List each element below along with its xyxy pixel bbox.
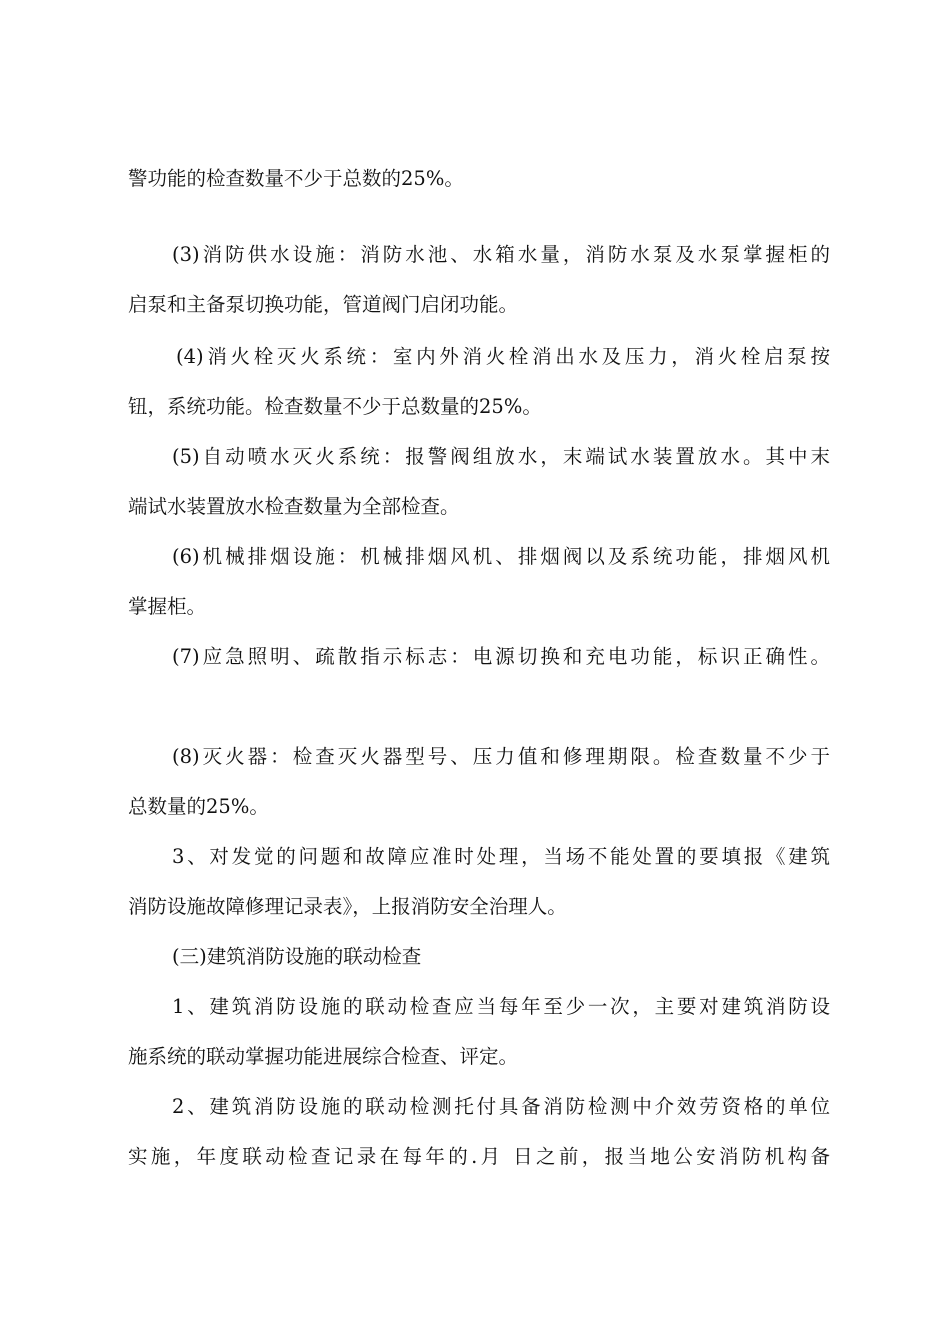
paragraph-6-line-2: 掌握柜。 [128,595,207,618]
item-3-line-1: 3、对发觉的问题和故障应准时处理，当场不能处置的要填报《建筑 [172,845,830,868]
item-3-line-2: 消防设施故障修理记录表》，上报消防安全治理人。 [128,895,567,918]
item-2-line-2: 实施，年度联动检查记录在每年的.月 日之前，报当地公安消防机构备 [128,1145,830,1168]
text-line-1: 警功能的检查数量不少于总数的25%。 [128,167,464,190]
paragraph-4-line-1: (4)消火栓灭火系统：室内外消火栓消出水及压力，消火栓启泵按 [176,345,830,368]
paragraph-6-line-1: (6)机械排烟设施：机械排烟风机、排烟阀以及系统功能，排烟风机 [172,545,830,568]
paragraph-4-line-2: 钮，系统功能。检查数量不少于总数量的25%。 [128,395,542,418]
paragraph-8-line-2: 总数量的25%。 [128,795,269,818]
item-1-line-2: 施系统的联动掌握功能进展综合检查、评定。 [128,1045,519,1068]
section-heading: (三)建筑消防设施的联动检查 [172,945,422,968]
item-1-line-1: 1、建筑消防设施的联动检查应当每年至少一次，主要对建筑消防设 [172,995,830,1018]
paragraph-3-line-1: (3)消防供水设施：消防水池、水箱水量，消防水泵及水泵掌握柜的 [172,243,830,266]
paragraph-8-line-1: (8)灭火器：检查灭火器型号、压力值和修理期限。检查数量不少于 [172,745,830,768]
paragraph-3-line-2: 启泵和主备泵切换功能，管道阀门启闭功能。 [128,293,519,316]
paragraph-5-line-2: 端试水装置放水检查数量为全部检查。 [128,495,460,518]
paragraph-7-line-1: (7)应急照明、疏散指示标志：电源切换和充电功能，标识正确性。 [172,645,830,668]
paragraph-5-line-1: (5)自动喷水灭火系统：报警阀组放水，末端试水装置放水。其中末 [172,445,830,468]
item-2-line-1: 2、建筑消防设施的联动检测托付具备消防检测中介效劳资格的单位 [172,1095,830,1118]
